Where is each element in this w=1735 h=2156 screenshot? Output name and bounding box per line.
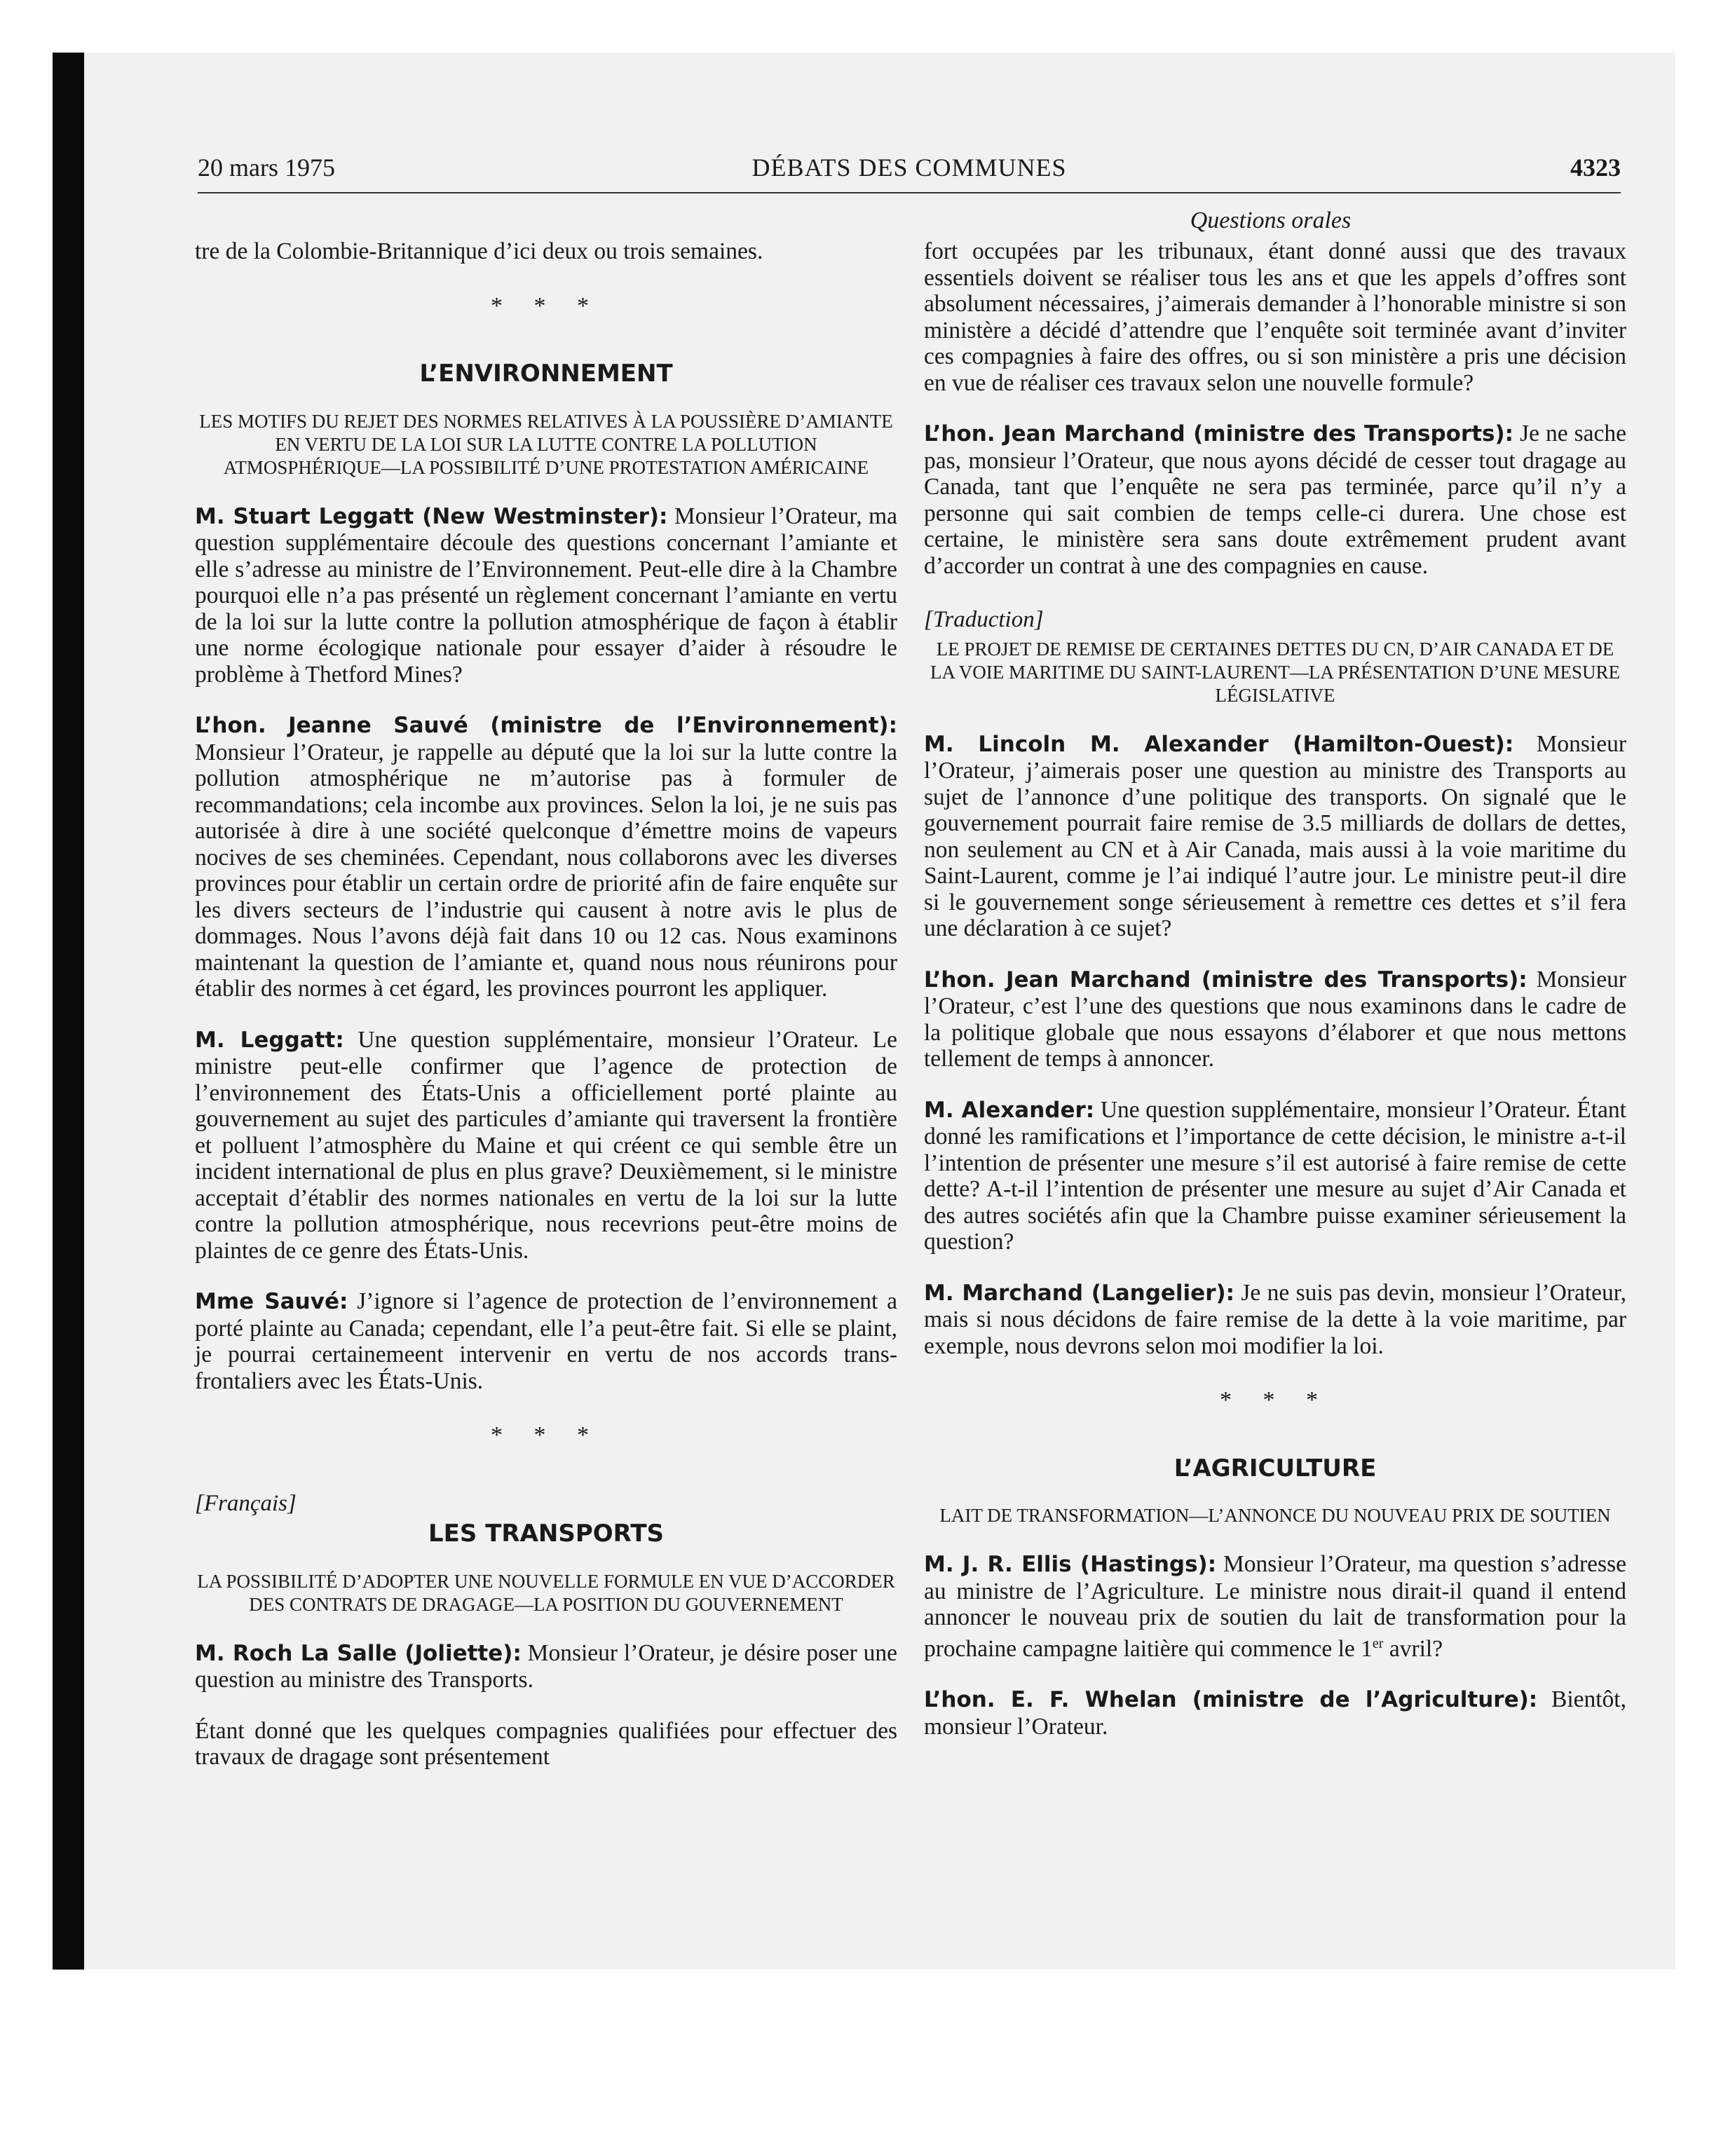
paragraph [195, 1288, 897, 1394]
speaker-name: M. Roch La Salle (Joliette): [195, 1640, 522, 1666]
speaker-name: L’hon. Jean Marchand (ministre des Transports): [924, 967, 1528, 992]
speaker-name: L’hon. E. F. Whelan (ministre de l’Agriculture): [924, 1687, 1538, 1713]
speech-text: Une question supplémentaire, monsieur l’Orateur. Étant donné les ramifications et l’importance de cette décision, le ministre a-t-il l’intention de présenter une mesure s’il est autorisé à faire remise de cette dette? A-t-il l’intention de présenter une mesure au sujet d’Air Canada et des autres sociétés afin que la Chambre puisse examiner sérieusement la question? [924, 1096, 1626, 1255]
header-title: DÉBATS DES COMMUNES [751, 153, 1067, 182]
section-separator: * * * [1220, 1387, 1331, 1413]
header-date: 20 mars 1975 [198, 153, 335, 182]
paragraph [195, 1640, 897, 1693]
section-title: L’ENVIRONNEMENT [419, 360, 673, 388]
language-note: [Français] [195, 1490, 297, 1516]
speaker-name: L’hon. Jean Marchand (ministre des Transports): [924, 421, 1514, 446]
section-subtitle: LE PROJET DE REMISE DE CERTAINES DETTES DU CN, D’AIR CANADA ET DE LA VOIE MARITIME DU SAINT-LAURENT—LA PRÉSENTATION D’UNE MESURE LÉGISLATIVE [930, 638, 1621, 706]
speaker-name: M. Marchand (Langelier): [924, 1280, 1235, 1306]
paragraph [924, 731, 1626, 942]
speaker-name: M. Lincoln M. Alexander (Hamilton-Ouest): [924, 731, 1514, 757]
paragraph [195, 712, 897, 1002]
speech-text: Monsieur l’Orateur, je rappelle au député que la loi sur la lutte contre la pollution atmosphérique ne m’autorise pas à formuler de recommandations; cela incombe aux provinces. Selon la loi, je ne suis pas autorisée à dire à une société quelconque d’émettre moins de vapeurs nocives de ses cheminées. Cependant, nous collaborons avec les diverses provinces pour établir un certain ordre de priorité afin de faire enquête sur les divers secteurs de l’industrie qui causent à notre avis le plus de dommages. Nous l’avons déjà fait dans 10 ou 12 cas. Nous examinons maintenant la question de l’amiante et, quand nous nous réunirons pour établir des normes à cet égard, les provinces pourront les appliquer. [195, 739, 897, 1002]
section-subtitle: LAIT DE TRANSFORMATION—L’ANNONCE DU NOUVEAU PRIX DE SOUTIEN [939, 1505, 1611, 1526]
speech-text: Monsieur l’Orateur, ma question s’adresse au ministre de l’Agriculture. Le ministre nous dirait-il quand il entend annoncer le nouveau prix de soutien du lait de transformation pour la prochaine campagne laitière qui commence le 1 [924, 1551, 1626, 1662]
paragraph: Étant donné que les quelques compagnies qualifiées pour effectuer des travaux de dragage sont présentement [195, 1717, 897, 1770]
speech-text: Bientôt, monsieur l’Orateur. [924, 1686, 1626, 1740]
speaker-name: M. Alexander: [924, 1097, 1095, 1123]
speech-text: Monsieur l’Orateur, c’est l’une des questions que nous examinons dans le cadre de la politique globale que nous essayons d’élaborer et que nous mettons tellement de temps à annoncer. [924, 966, 1626, 1072]
section-subtitle: LES MOTIFS DU REJET DES NORMES RELATIVES À LA POUSSIÈRE D’AMIANTE EN VERTU DE LA LOI SUR LA LUTTE CONTRE LA POLLUTION ATMOSPHÉRIQUE—LA POSSIBILITÉ D’UNE PROTESTATION AMÉRICAINE [199, 410, 893, 478]
speech-text: Je ne suis pas devin, monsieur l’Orateur, mais si nous décidons de faire remise de la dette à la voie maritime, par exemple, nous devrons selon moi modifier la loi. [924, 1279, 1626, 1359]
speech-text: J’ignore si l’agence de protection de l’environnement a porté plainte au Canada; cependant, elle l’a peut-être fait. Si elle se plaint, je pourrai certainemeent intervenir en vertu de nos accords trans-frontaliers avec les États-Unis. [195, 1288, 897, 1394]
speaker-name: M. Leggatt: [195, 1027, 344, 1053]
running-head: Questions orales [1190, 207, 1352, 233]
speech-text: Une question supplémentaire, monsieur l’Orateur. Le ministre peut-elle confirmer que l’agence de protection de l’environnement des États-Unis a officiellement porté plainte au gouvernement au sujet des particules d’amiante qui traversent la frontière et polluent l’atmosphère du Maine et qui créent ce qui semble être un incident international de plus en plus grave? Deuxièmement, si le ministre acceptait d’établir des normes nationales en vertu de la loi sur la lutte contre la pollution atmosphérique, nous recevrions peut-être moins de plaintes de ce genre des États-Unis. [195, 1026, 898, 1264]
paragraph: tre de la Colombie-Britannique d’ici deux ou trois semaines. [195, 238, 763, 264]
section-separator: * * * [491, 1422, 601, 1448]
paragraph [195, 1027, 897, 1264]
paragraph [924, 1097, 1626, 1255]
superscript: er [1372, 1635, 1384, 1651]
paragraph [195, 503, 897, 688]
speaker-name: M. J. R. Ellis (Hastings): [924, 1552, 1217, 1577]
speaker-name: Mme Sauvé: [195, 1289, 348, 1314]
paragraph [924, 1686, 1626, 1740]
paragraph [924, 1551, 1626, 1662]
language-note: [Traduction] [924, 607, 1044, 632]
scan-edge-shadow [53, 53, 84, 1970]
paragraph [924, 967, 1626, 1072]
section-subtitle: LA POSSIBILITÉ D’ADOPTER UNE NOUVELLE FORMULE EN VUE D’ACCORDER DES CONTRATS DE DRAGAGE—LA POSITION DU GOUVERNEMENT [197, 1570, 895, 1615]
section-title: LES TRANSPORTS [428, 1520, 664, 1548]
speech-text: Je ne sache pas, monsieur l’Orateur, que nous ayons décidé de cesser tout dragage au Canada, tant que l’enquête ne sera pas terminée, parce qu’il n’y a personne qui sait combien de temps celle-ci durera. Une chose est certaine, le ministère sera sans doute extrêmement prudent avant d’accorder un contrat à une des compagnies en cause. [924, 421, 1626, 579]
section-separator: * * * [491, 292, 601, 319]
page-number: 4323 [1570, 153, 1621, 182]
section-title: L’AGRICULTURE [1173, 1454, 1377, 1482]
speech-text: avril? [1383, 1635, 1443, 1662]
page-header [198, 153, 1621, 193]
paragraph [924, 1280, 1626, 1360]
left-column [195, 238, 897, 1795]
speaker-name: L’hon. Jeanne Sauvé (ministre de l’Environnement): [195, 713, 897, 738]
speaker-name: M. Stuart Leggatt (New Westminster): [195, 503, 668, 529]
speech-text: Monsieur l’Orateur, je désire poser une question au ministre des Transports. [195, 1639, 898, 1693]
speech-text: Monsieur l’Orateur, ma question supplémentaire découle des questions concernant l’amiante et elle s’adresse au ministre de l’Environnement. Peut-elle dire à la Chambre pourquoi elle n’a pas présenté un règlement concernant l’amiante en vertu de la loi sur la lutte contre la pollution atmosphérique de façon à établir une norme écologique nationale pour essayer d’aider à résoudre le problème à Thetford Mines? [195, 503, 897, 688]
paragraph: fort occupées par les tribunaux, étant donné aussi que des travaux essentiels doivent se réaliser tous les ans et que les appels d’offres sont absolument nécessaires, j’aimerais demander à l’honorable ministre si son ministère a décidé d’attendre que l’enquête soit terminée avant d’inviter ces compagnies à faire des offres, ou si son ministère a pris une décision en vue de réaliser ces travaux selon une nouvelle formule? [924, 238, 1626, 396]
speech-text: Monsieur l’Orateur, j’aimerais poser une question au ministre des Transports au sujet de l’annonce d’une politique des transports. On signalé que le gouvernement pourrait faire remise de 3.5 milliards de dollars de dettes, non seulement au CN et à Air Canada, mais aussi à la voie maritime du Saint-Laurent, comme je l’ai indiqué l’autre jour. Le ministre peut-il dire si le gouvernement songe sérieusement à remettre ces dettes et s’il fera une déclaration à ce sujet? [924, 730, 1626, 941]
paragraph [924, 421, 1626, 579]
right-column [924, 238, 1626, 1764]
